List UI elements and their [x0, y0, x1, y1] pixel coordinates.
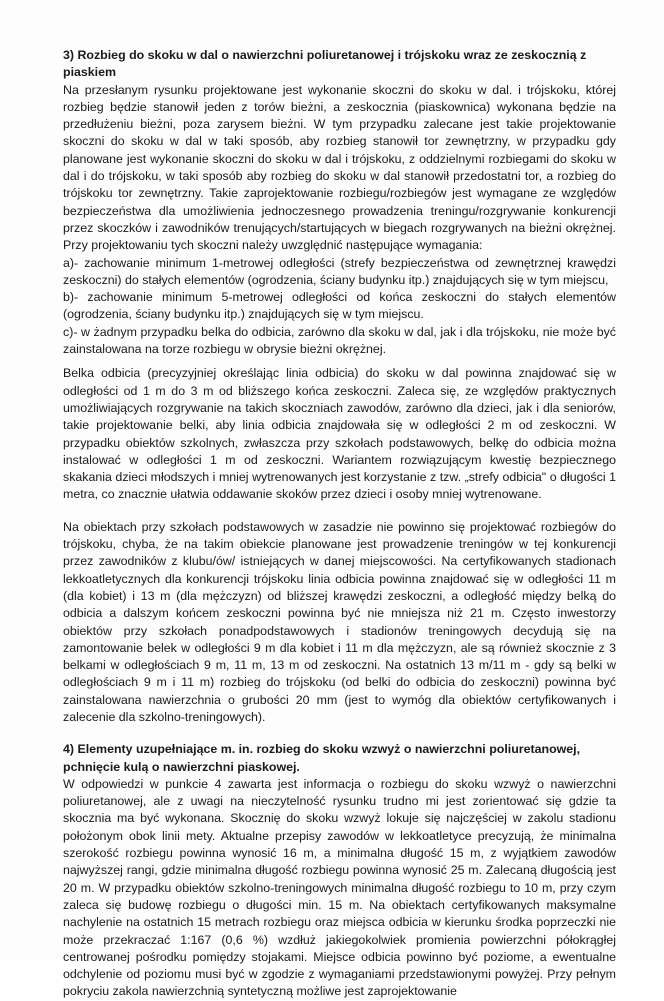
section-4-heading: 4) Elementy uzupełniające m. in. rozbieg do skoku wzwyż o nawierzchni poliuretanowej, pchnięcie kulą o nawierzchni piaskowej. — [63, 742, 581, 774]
paragraph-spacer — [63, 358, 616, 365]
section-3-list-item-c: c)- w żadnym przypadku belka do odbicia, zarówno dla skoku w dal, jak i dla trójskoku, nie może być zainstalowana na torze rozbiegu w obrysie bieżni okrężnej. — [63, 324, 616, 357]
section-3-heading: 3) Rozbieg do skoku w dal o nawierzchni poliuretanowej i trójskoku wraz ze zeskocznią z piaskiem — [63, 48, 587, 80]
section-3-list-item-b: b)- zachowanie minimum 5-metrowej odległości od końca zeskoczni do stałych elementów (ogrodzenia, ściany budynku itp.) znajdujących się w tym miejscu. — [63, 290, 616, 322]
section-3-paragraph-1: Na przesłanym rysunku projektowane jest wykonanie skoczni do skoku w dal. i trójskoku, której rozbieg będzie stanowił jeden z torów bieżni, a zeskocznia (piaskownica) wykonana będzie na przedłużeniu bieżni, poza zarysem bieżni. W tym przypadku zalecane jest takie projektowanie skoczni do skoku w dal w taki sposób, aby rozbieg stanowił tor zewnętrzny, w przypadku gdy planowane jest wykonanie skoczni do skoku w dal i trójskoku, z oddzielnymi rozbiegami do skoku w dal i do trójskoku, w taki sposób aby rozbieg do skoku w dal stanowił przedostatni tor, a rozbieg do trójskoku tor zewnętrzny. Takie zaprojektowanie rozbiegu/rozbiegów jest wymagane ze względów bezpieczeństwa dla umożliwienia jednoczesnego prowadzenia treningu/rozgrywanie konkurencji przez skoczków i zawodników trenujących/startujących w biegach rozgrywanych na bieżni okrężnej. Przy projektowaniu tych skoczni należy uwzględnić następujące wymagania: — [63, 82, 616, 253]
section-4-paragraph-1: W odpowiedzi w punkcie 4 zawarta jest informacja o rozbiegu do skoku wzwyż o nawierzchni poliuretanowej, ale z uwagi na nieczytelność rysunku trudno mi jest zorientować się gdzie ta skocznia ma być wykonana. Skocznię do skoku wzwyż lokuje się najczęściej w zakolu stadionu położonym obok linii mety. Aktualne przepisy zawodów w lekkoatletyce precyzują, że minimalna szerokość rozbiegu powinna wynosić 16 m, a minimalna długość 15 m, z wyjątkiem zawodów najwyższej rangi, gdzie minimalna długość rozbiegu powinna wynosić 25 m. Zalecaną długością jest 20 m. W przypadku obiektów szkolno-treningowych minimalna długość rozbiegu to 10 m, przy czym zaleca się budowę rozbiegu o długości min. 15 m. Na obiektach certyfikowanych maksymalne nachylenie na ostatnich 15 metrach rozbiegu oraz miejsca odbicia w kierunku środka poprzeczki nie może przekraczać 1:167 (0,6 %) wzdłuż jakiegokolwiek promienia powierzchni półokrągłej centrowanej pośrodku pomiędzy stojakami. Miejsce odbicia powinno być poziome, a ewentualne odchylenie od poziomu musi być w zgodzie z wymaganiami przedstawionymi powyżej. Przy pełnym pokryciu zakola nawierzchnią syntetyczną możliwe jest zaprojektowanie — [63, 776, 616, 999]
section-3-paragraph-3: Na obiektach przy szkołach podstawowych w zasadzie nie powinno się projektować rozbiegów do trójskoku, chyba, że na takim obiekcie planowane jest prowadzenie treningów w tej konkurencji przez zawodników z klubu/ów/ istniejących w danej miejscowości. Na certyfikowanych stadionach lekkoatletycznych dla konkurencji trójskoku linia odbicia powinna znajdować się w odległości 11 m (dla kobiet) i 13 m (dla mężczyzn) od bliższej krawędzi zeskoczni, a odległość między belką do odbicia a dalszym końcem zeskoczni powinna być nie mniejsza niż 21 m. Często inwestorzy obiektów przy szkołach ponadpodstawowych i stadionów treningowych decydują się na zamontowanie belek w odległości 9 m dla kobiet i 11 m dla mężczyzn, ale są również skocznie z 3 belkami w odległościach 9 m, 11 m, 13 m od zeskoczni. Na ostatnich 13 m/11 m - gdy są belki w odległościach 9 m i 11 m) rozbieg do trójskoku (od belki do odbicia do zeskoczni) powinna być zainstalowana nawierzchnia o grubości 20 mm (jest to wymóg dla obiektów certyfikowanych i zalecenie dla szkolno-treningowych). — [63, 519, 616, 724]
section-spacer — [63, 726, 616, 741]
paragraph-spacer — [63, 504, 616, 519]
section-3-paragraph-2: Belka odbicia (precyzyjniej określając linia odbicia) do skoku w dal powinna znajdować się w odległości od 1 m do 3 m od bliższego końca zeskoczni. Zaleca się, ze względów praktycznych umożliwiających rozgrywanie na takich skoczniach zawodów, zarówno dla dzieci, jak i dla seniorów, takie projektowanie belki, aby linia odbicia znajdowała się w odległości 2 m od zeskoczni. W przypadku obiektów szkolnych, zwłaszcza przy szkołach podstawowych, belkę do odbicia można instalować w odległości 1 m od zeskoczni. Wariantem rozwiązującym kwestię bezpiecznego skakania dzieci młodszych i mniej wytrenowanych jest korzystanie z tzw. „strefy odbicia" o długości 1 metra, co znacznie ułatwia oddawanie skoków przez dzieci i osoby mniej wytrenowane. — [63, 366, 616, 502]
section-3-list-item-a: a)- zachowanie minimum 1-metrowej odległości (strefy bezpieczeństwa od zewnętrznej krawędzi zeskoczni) do stałych elementów (ogrodzenia, ściany budynku itp.) znajdujących się w tym miejscu, — [63, 255, 616, 287]
